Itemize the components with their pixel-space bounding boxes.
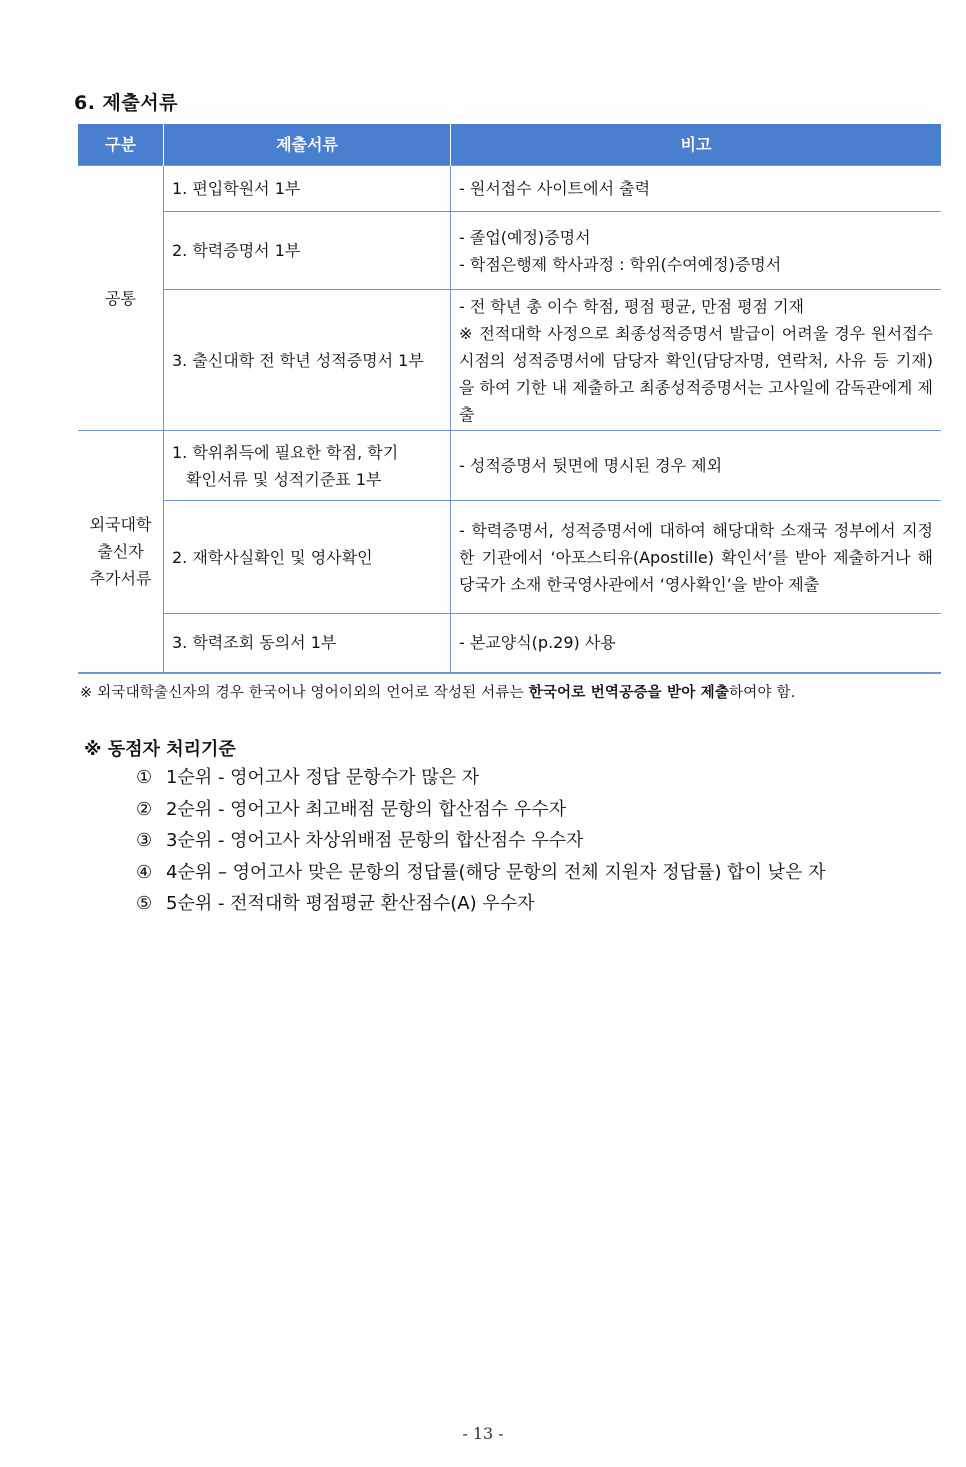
item-number: ④ xyxy=(136,861,153,883)
group-foreign-line: 외국대학 xyxy=(89,514,152,534)
remark-line: - 졸업(예정)증명서 xyxy=(459,227,591,247)
foreign-translation-note xyxy=(80,681,796,702)
list-item xyxy=(136,888,826,920)
table-row xyxy=(78,212,941,290)
tie-break-title: ※ 동점자 처리기준 xyxy=(84,739,236,760)
remark-cell xyxy=(451,166,942,212)
group-foreign-line: 추가서류 xyxy=(89,568,152,588)
doc-cell: 2. 재학사실확인 및 영사확인 xyxy=(164,501,451,614)
remark-cell xyxy=(451,212,942,290)
remark-line: - 전 학년 총 이수 학점, 평점 평균, 만점 평점 기재 xyxy=(459,296,805,316)
item-text: 4순위 – 영어고사 맞은 문항의 정답률(해당 문항의 전체 지원자 정답률) 합이 낮은 자 xyxy=(166,861,826,883)
remark-line: - 원서접수 사이트에서 출력 xyxy=(459,179,651,198)
table-row xyxy=(78,290,941,431)
list-item xyxy=(136,762,826,794)
remark-note: ※ 전적대학 사정으로 최종성적증명서 발급이 어려울 경우 원서접수 시점의 성적증명서에 담당자 확인(담당자명, 연락처, 사유 등 기재)을 하여 기한 내 제출하고 최종성적증명서는 고사일에 감독관에게 제출 xyxy=(459,323,933,424)
doc-cell: 2. 학력증명서 1부 xyxy=(164,212,451,290)
item-text: 1순위 - 영어고사 정답 문항수가 많은 자 xyxy=(166,767,480,788)
item-number: ② xyxy=(136,798,153,820)
remark-cell xyxy=(451,290,942,431)
note-suffix: 하여야 함. xyxy=(729,685,796,701)
item-text: 3순위 - 영어고사 차상위배점 문항의 합산점수 우수자 xyxy=(166,830,584,851)
item-text: 2순위 - 영어고사 최고배점 문항의 합산점수 우수자 xyxy=(166,798,567,820)
remark-cell xyxy=(451,431,942,501)
doc-line: 확인서류 및 성적기준표 1부 xyxy=(186,469,382,489)
list-item xyxy=(136,825,826,857)
item-number: ⑤ xyxy=(136,893,153,914)
table-row xyxy=(78,166,941,212)
remark-line: - 본교양식(p.29) 사용 xyxy=(459,633,616,653)
note-prefix: ※ 외국대학출신자의 경우 한국어나 영어이외의 언어로 작성된 서류는 xyxy=(80,685,529,701)
section-title: 6. 제출서류 xyxy=(74,92,178,114)
doc-line: 1. 학위취득에 필요한 학점, 학기 xyxy=(172,442,399,462)
doc-cell: 1. 편입학원서 1부 xyxy=(164,166,451,212)
doc-cell: 3. 학력조회 동의서 1부 xyxy=(164,614,451,673)
remark-line: - 학점은행제 학사과정 : 학위(수여예정)증명서 xyxy=(459,254,782,274)
header-documents: 제출서류 xyxy=(164,124,451,166)
group-foreign-line: 출신자 xyxy=(97,541,144,561)
header-remarks: 비고 xyxy=(451,124,942,166)
item-number: ③ xyxy=(136,830,153,851)
remark-line: - 성적증명서 뒷면에 명시된 경우 제외 xyxy=(459,456,723,475)
table-row xyxy=(78,614,941,673)
header-category: 구분 xyxy=(78,124,164,166)
doc-cell xyxy=(164,431,451,501)
item-text: 5순위 - 전적대학 평점평균 환산점수(A) 우수자 xyxy=(166,893,535,914)
table-row xyxy=(78,501,941,614)
remark-line: - 학력증명서, 성적증명서에 대하여 해당대학 소재국 정부에서 지정한 기관에서 ‘아포스티유(Apostille) 확인서’를 받아 제출하거나 해당국가 소재 한국영사관에서 ‘영사확인’을 받아 제출 xyxy=(459,520,933,594)
item-number: ① xyxy=(136,767,153,788)
doc-cell: 3. 출신대학 전 학년 성적증명서 1부 xyxy=(164,290,451,431)
remark-cell xyxy=(451,614,942,673)
table-row xyxy=(78,431,941,501)
group-common: 공통 xyxy=(78,166,164,431)
list-item xyxy=(136,857,826,889)
list-item xyxy=(136,794,826,826)
page-number: - 13 - xyxy=(462,1424,504,1443)
group-foreign xyxy=(78,431,164,673)
remark-cell xyxy=(451,501,942,614)
note-emphasis: 한국어로 번역공증을 받아 제출 xyxy=(528,685,730,701)
table-header-row xyxy=(78,124,941,166)
documents-table xyxy=(78,124,941,674)
tie-break-list xyxy=(136,762,826,920)
